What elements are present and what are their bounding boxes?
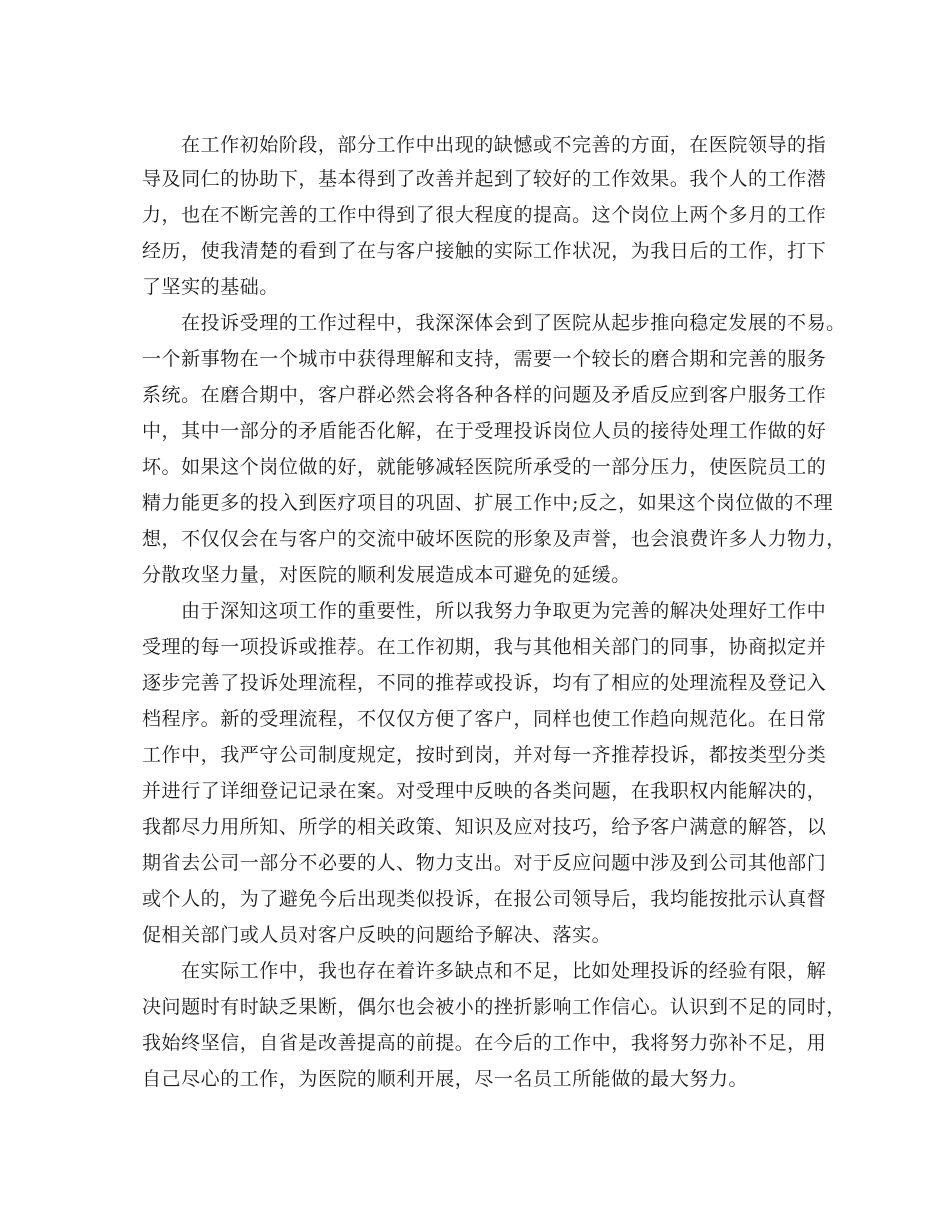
paragraph-3-line-3: 逐步完善了投诉处理流程，不同的推荐或投诉，均有了相应的处理流程及登记入 [142, 672, 827, 694]
paragraph-1-line-3: 力，也在不断完善的工作中得到了很大程度的提高。这个岗位上两个多月的工作 [142, 204, 827, 226]
paragraph-2-line-4: 中，其中一部分的矛盾能否化解，在于受理投诉岗位人员的接待处理工作做的好 [142, 420, 827, 442]
paragraph-1-line-1: 在工作初始阶段，部分工作中出现的缺憾或不完善的方面，在医院领导的指 [181, 134, 827, 156]
paragraph-1-line-5: 了坚实的基础。 [142, 276, 279, 298]
paragraph-3-line-2: 受理的每一项投诉或推荐。在工作初期，我与其他相关部门的同事，协商拟定并 [142, 636, 827, 658]
paragraph-2-line-5: 坏。如果这个岗位做的好，就能够减轻医院所承受的一部分压力，使医院员工的 [142, 456, 827, 478]
paragraph-3-line-1: 由于深知这项工作的重要性，所以我努力争取更为完善的解决处理好工作中 [181, 600, 827, 622]
paragraph-2-line-7: 想，不仅仅会在与客户的交流中破坏医院的形象及声誉，也会浪费许多人力物力， [142, 528, 846, 550]
paragraph-3-line-7: 我都尽力用所知、所学的相关政策、知识及应对技巧，给予客户满意的解答，以 [142, 816, 827, 838]
paragraph-4-line-4: 自己尽心的工作，为医院的顺利开展，尽一名员工所能做的最大努力。 [142, 1068, 749, 1090]
paragraph-2-line-2: 一个新事物在一个城市中获得理解和支持，需要一个较长的磨合期和完善的服务 [142, 348, 827, 370]
paragraph-3-line-5: 工作中，我严守公司制度规定，按时到岗，并对每一齐推荐投诉，都按类型分类 [142, 744, 827, 766]
paragraph-3-line-9: 或个人的，为了避免今后出现类似投诉，在报公司领导后，我均能按批示认真督 [142, 888, 827, 910]
paragraph-1-line-4: 经历，使我清楚的看到了在与客户接触的实际工作状况，为我日后的工作，打下 [142, 240, 827, 262]
paragraph-3-line-10: 促相关部门或人员对客户反映的问题给予解决、落实。 [142, 924, 612, 946]
paragraph-4-line-3: 我始终坚信，自省是改善提高的前提。在今后的工作中，我将努力弥补不足，用 [142, 1032, 827, 1054]
paragraph-2-line-1: 在投诉受理的工作过程中，我深深体会到了医院从起步推向稳定发展的不易。 [181, 312, 846, 334]
paragraph-3-line-4: 档程序。新的受理流程，不仅仅方便了客户，同样也使工作趋向规范化。在日常 [142, 708, 827, 730]
paragraph-3-line-6: 并进行了详细登记记录在案。对受理中反映的各类问题，在我职权内能解决的， [142, 780, 827, 802]
paragraph-4-line-2: 决问题时有时缺乏果断，偶尔也会被小的挫折影响工作信心。认识到不足的同时， [142, 996, 846, 1018]
paragraph-2-line-6: 精力能更多的投入到医疗项目的巩固、扩展工作中;反之，如果这个岗位做的不理 [142, 492, 834, 514]
paragraph-4-line-1: 在实际工作中，我也存在着许多缺点和不足，比如处理投诉的经验有限，解 [181, 960, 827, 982]
paragraph-2-line-8: 分散攻坚力量，对医院的顺利发展造成本可避免的延缓。 [142, 564, 631, 586]
paragraph-3-line-8: 期省去公司一部分不必要的人、物力支出。对于反应问题中涉及到公司其他部门 [142, 852, 827, 874]
paragraph-1-line-2: 导及同仁的协助下，基本得到了改善并起到了较好的工作效果。我个人的工作潜 [142, 168, 827, 190]
paragraph-2-line-3: 系统。在磨合期中，客户群必然会将各种各样的问题及矛盾反应到客户服务工作 [142, 384, 827, 406]
